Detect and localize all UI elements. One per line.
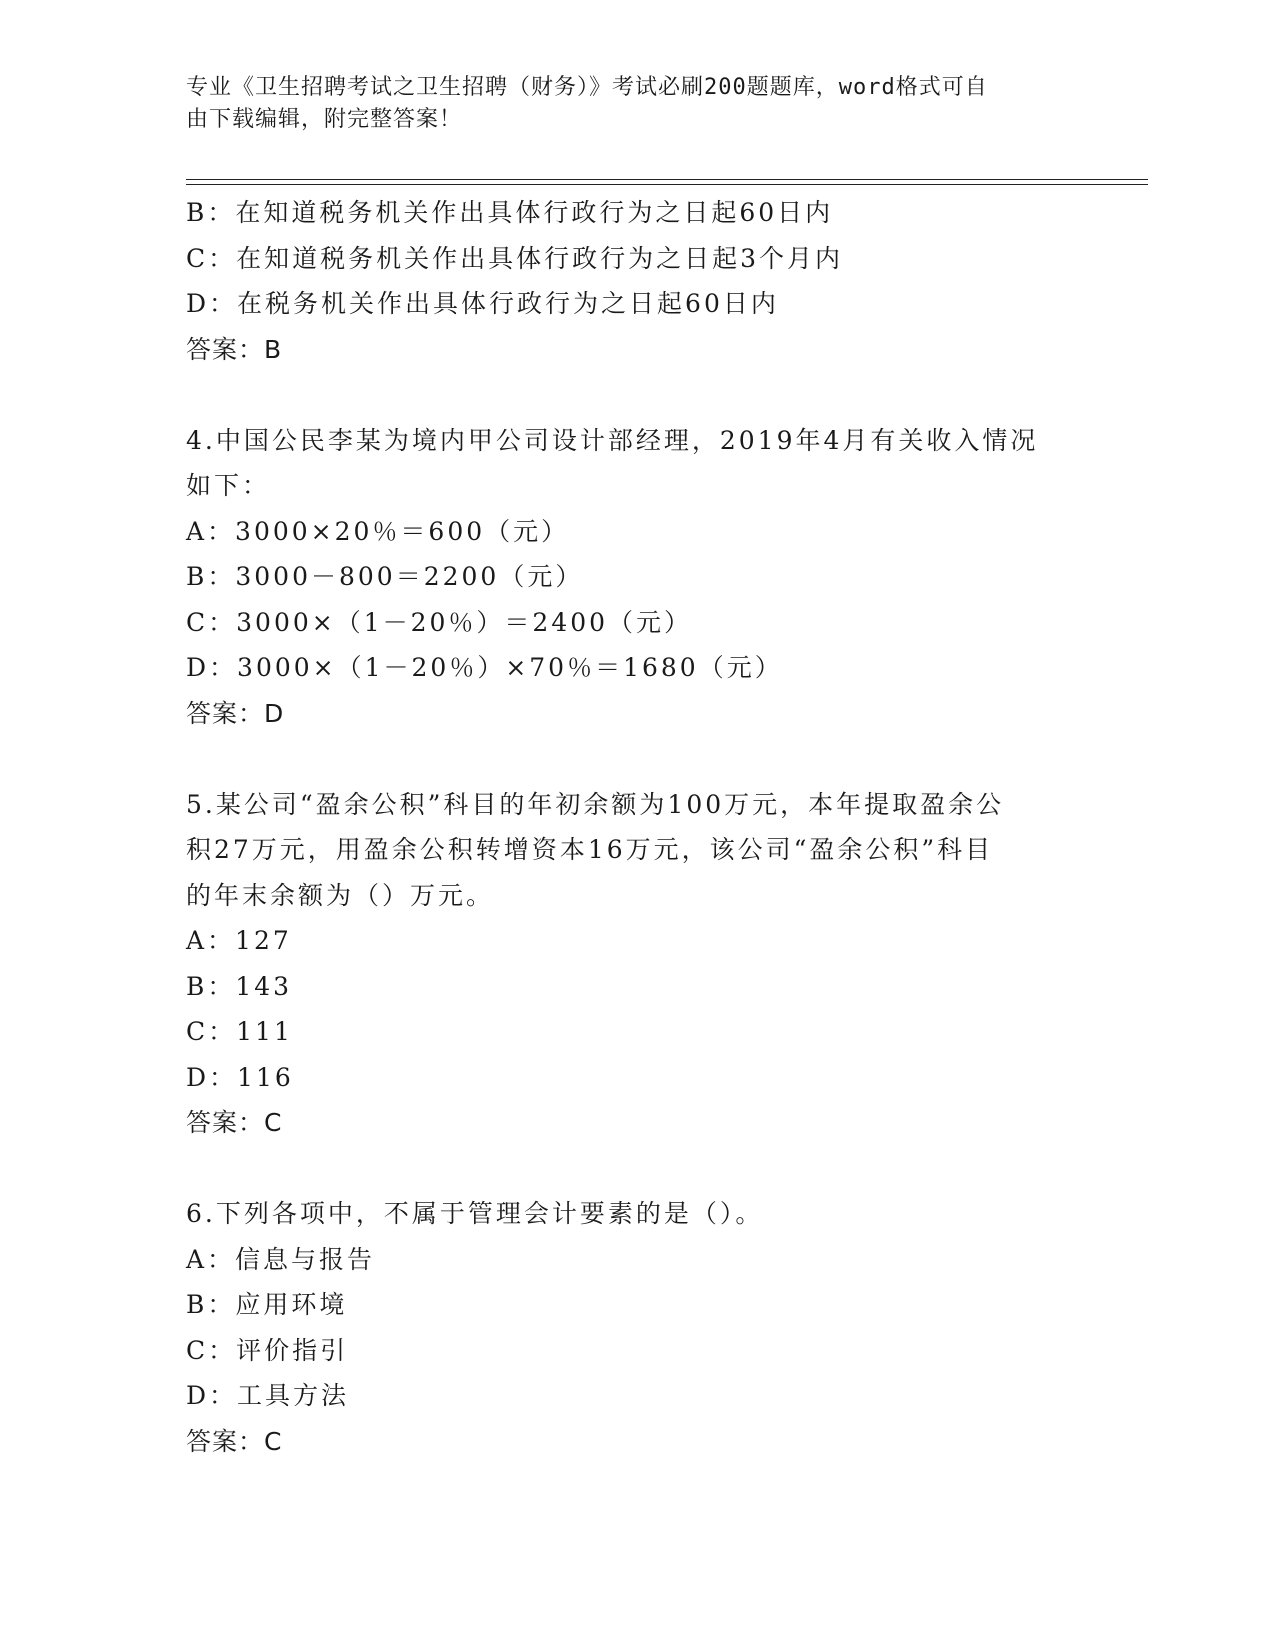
header-divider-top	[186, 179, 1148, 180]
q3-option-d: D：在税务机关作出具体行政行为之日起60日内	[186, 289, 779, 318]
header-line-2: 由下载编辑，附完整答案！	[186, 107, 463, 132]
q4-stem-line-2: 如下：	[186, 471, 271, 500]
q4-option-d: D：3000×（1－20％）×70％＝1680（元）	[186, 653, 783, 682]
question-4-block	[186, 418, 1086, 737]
q4-answer: 答案：D	[186, 698, 285, 728]
q6-answer: 答案：C	[186, 1426, 283, 1456]
q4-option-a: A：3000×20％＝600（元）	[186, 516, 570, 546]
q5-option-c: C：111	[186, 1017, 293, 1046]
q6-stem-line-1: 6.下列各项中，不属于管理会计要素的是（）。	[186, 1199, 764, 1228]
q5-stem-line-1: 5.某公司“盈余公积”科目的年初余额为100万元，本年提取盈余公	[186, 789, 1005, 819]
q4-stem-line-1: 4.中国公民李某为境内甲公司设计部经理，2019年4月有关收入情况	[186, 425, 1039, 455]
spacer	[186, 372, 1086, 418]
q4-option-c: C：3000×（1－20％）＝2400（元）	[186, 607, 693, 637]
document-header	[186, 72, 1066, 136]
q5-answer: 答案：C	[186, 1108, 283, 1137]
q3-option-b: B：在知道税务机关作出具体行政行为之日起60日内	[186, 198, 834, 227]
question-5-block	[186, 782, 1086, 1146]
q5-option-d: D：116	[186, 1062, 294, 1092]
header-line-1: 专业《卫生招聘考试之卫生招聘（财务）》考试必刷200题题库，word格式可自	[186, 75, 988, 100]
spacer	[186, 736, 1086, 782]
q5-stem-line-2: 积27万元，用盈余公积转增资本16万元，该公司“盈余公积”科目	[186, 835, 994, 864]
q4-option-b: B：3000－800＝2200（元）	[186, 562, 584, 591]
q5-option-b: B：143	[186, 971, 293, 1001]
q3-option-c: C：在知道税务机关作出具体行政行为之日起3个月内	[186, 243, 844, 273]
q6-option-d: D：工具方法	[186, 1381, 350, 1410]
spacer	[186, 1146, 1086, 1192]
question-3-block	[186, 190, 1086, 372]
q6-option-b: B：应用环境	[186, 1290, 348, 1319]
q3-answer: 答案：B	[186, 334, 283, 364]
q5-stem-line-3: 的年末余额为（）万元。	[186, 880, 495, 910]
question-content	[186, 190, 1086, 1464]
q6-option-a: A：信息与报告	[186, 1244, 376, 1274]
question-6-block	[186, 1191, 1086, 1464]
q6-option-c: C：评价指引	[186, 1335, 349, 1365]
header-divider-bottom	[186, 184, 1148, 185]
q5-option-a: A：127	[186, 926, 292, 955]
